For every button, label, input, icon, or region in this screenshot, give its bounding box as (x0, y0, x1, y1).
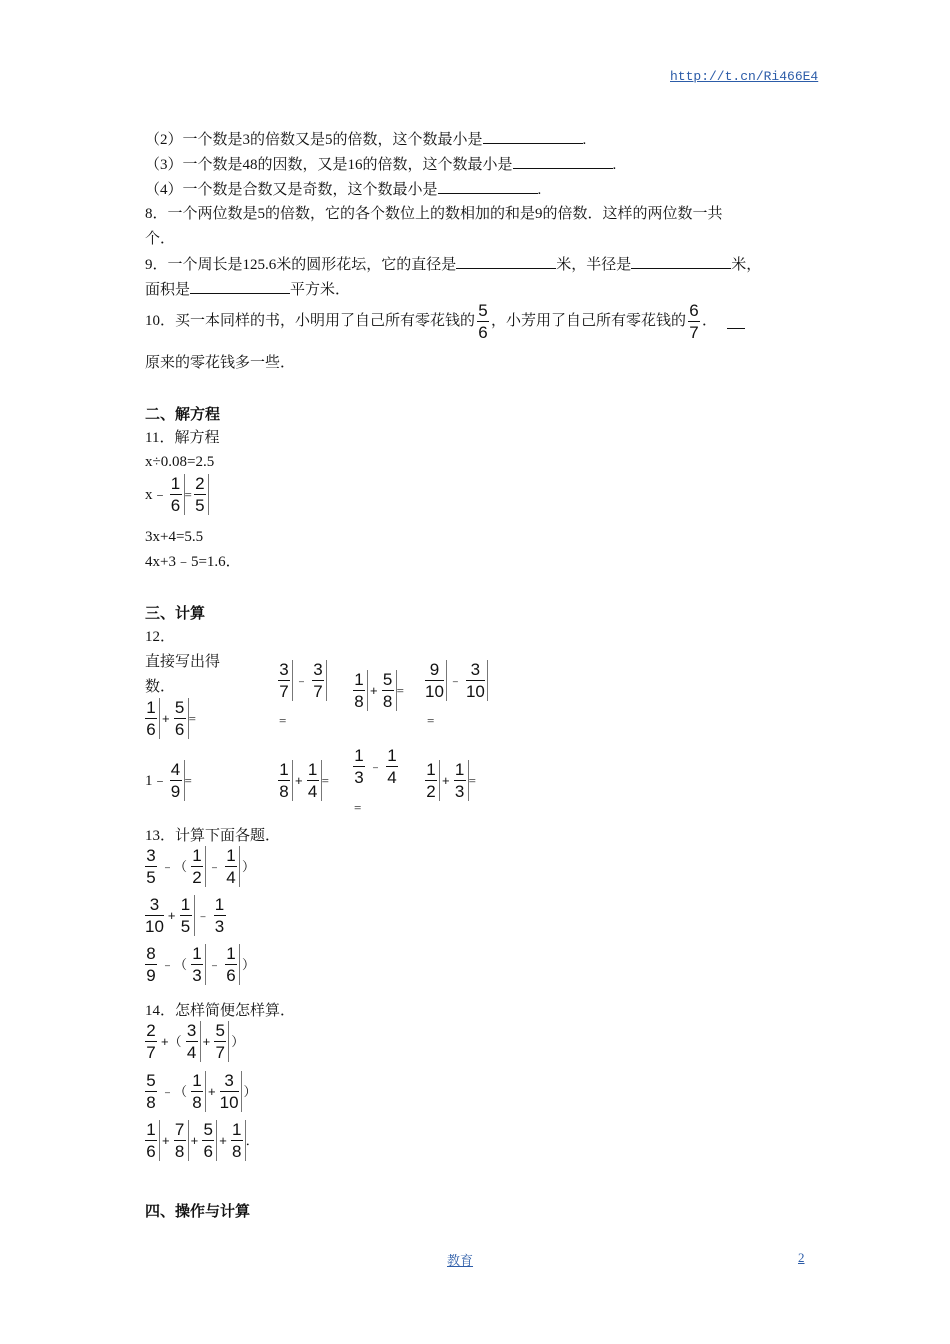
q10-text-a: 10．买一本同样的书，小明用了自己所有零花钱的 (145, 313, 476, 329)
q14-item-3 (143, 1120, 259, 1161)
numerator: 1 (354, 670, 364, 689)
operator: ﹣ (448, 672, 462, 688)
denominator: 3 (354, 768, 364, 787)
fraction (423, 660, 447, 701)
numerator: 3 (149, 895, 160, 914)
denominator: 6 (203, 1142, 213, 1161)
denominator: 6 (174, 720, 185, 739)
operator: +（ (161, 1033, 182, 1049)
answer-blank[interactable] (190, 279, 290, 294)
denominator: 4 (226, 868, 236, 887)
denominator: 10 (145, 917, 164, 936)
answer-blank[interactable] (631, 254, 731, 269)
numerator: 1 (454, 760, 465, 779)
operator: + (295, 772, 303, 788)
q7-4-tail: . (537, 182, 542, 198)
equals-sign: = (184, 772, 192, 788)
header-url-link[interactable]: http://t.cn/Ri466E4 (670, 69, 819, 84)
equals-sign: = (184, 486, 192, 502)
numerator: 1 (192, 1071, 202, 1090)
numerator: 1 (387, 746, 397, 765)
fraction (143, 1021, 159, 1062)
fraction (189, 1071, 206, 1112)
fraction (475, 301, 491, 342)
fraction (305, 760, 322, 801)
fraction (189, 944, 206, 985)
operator: ﹣ (196, 907, 210, 923)
denominator: 9 (170, 782, 181, 801)
numerator: 1 (170, 474, 181, 493)
closing-paren: ） (243, 1083, 257, 1099)
page-number[interactable]: 2 (798, 1250, 805, 1265)
denominator: 6 (146, 1142, 156, 1161)
numerator: 2 (195, 474, 205, 493)
q7-3-text: （3）一个数是48的因数，又是16的倍数，这个数最小是 (145, 157, 513, 173)
equals-sign: = (321, 772, 329, 788)
fraction (143, 944, 159, 985)
fraction (143, 1071, 159, 1112)
q7-2-text: （2）一个数是3的倍数又是5的倍数，这个数最小是 (145, 132, 483, 148)
calc-item-h (423, 760, 476, 801)
numerator: 5 (215, 1021, 225, 1040)
question-14-title: 14．怎样简便怎样算． (145, 1003, 296, 1019)
numerator: 3 (186, 1021, 197, 1040)
q9-text-b: 米，半径是 (556, 257, 632, 273)
numerator: 3 (313, 660, 323, 679)
denominator: 3 (192, 966, 202, 985)
denominator: 10 (425, 682, 444, 701)
fraction (143, 846, 159, 887)
fraction (452, 760, 469, 801)
q7-2-tail: . (582, 132, 587, 148)
equation-2 (145, 474, 209, 515)
denominator: 2 (426, 782, 436, 801)
fraction (200, 1120, 217, 1161)
fraction (686, 301, 702, 342)
numerator: 1 (226, 846, 236, 865)
q7-3-tail: . (612, 157, 617, 173)
denominator: 4 (307, 782, 318, 801)
denominator: 6 (226, 966, 236, 985)
operator: + (208, 1083, 216, 1099)
numerator: 6 (689, 300, 699, 320)
question-10-line1 (145, 298, 745, 344)
operator: + (219, 1132, 227, 1148)
question-8-line2: 个． (145, 231, 176, 247)
denominator: 8 (382, 692, 393, 711)
numerator: 5 (478, 300, 488, 320)
answer-blank[interactable] (513, 154, 613, 169)
numerator: 3 (224, 1071, 234, 1090)
equals-sign: = (396, 682, 404, 698)
numerator: 1 (279, 760, 289, 779)
denominator: 7 (146, 1043, 156, 1062)
fraction (223, 944, 240, 985)
equals-sign: = (279, 713, 287, 728)
footer-center-link[interactable]: 教育 (447, 1253, 474, 1268)
closing-paren: ） (231, 1033, 245, 1049)
denominator: 8 (192, 1093, 202, 1112)
denominator: 8 (279, 782, 289, 801)
question-7-2 (145, 129, 586, 150)
question-7-3 (145, 154, 616, 175)
numerator: 2 (146, 1021, 156, 1040)
operator: + (162, 710, 170, 726)
fraction (380, 670, 397, 711)
numerator: 1 (192, 944, 202, 963)
denominator: 3 (214, 917, 225, 936)
calc-item-g (351, 746, 400, 787)
question-12-title: 12． (145, 629, 176, 645)
question-7-4 (145, 179, 541, 200)
fraction (276, 760, 293, 801)
operator: ﹣（ (161, 1083, 188, 1099)
answer-blank[interactable] (483, 129, 583, 144)
end-period: ． (245, 1132, 259, 1148)
question-10-line2: 原来的零花钱多一些． (145, 355, 296, 371)
denominator: 7 (215, 1043, 225, 1062)
fraction (172, 1120, 189, 1161)
question-9-line2 (145, 279, 350, 300)
q9-text-e: 平方米． (290, 282, 351, 298)
denominator: 7 (313, 682, 323, 701)
calc-item-f (276, 760, 329, 801)
operator: + (167, 907, 176, 923)
q12-instruction-1: 直接写出得 (145, 654, 221, 670)
denominator: 8 (232, 1142, 242, 1161)
calc-item-a (143, 698, 196, 739)
numerator: 1 (426, 760, 436, 779)
denominator: 5 (195, 496, 205, 515)
closing-paren: ） (242, 956, 256, 972)
operator: + (442, 772, 450, 788)
denominator: 5 (180, 917, 191, 936)
operator: ﹣（ (161, 956, 188, 972)
numerator: 1 (192, 846, 202, 865)
eq2-prefix: x﹣ (145, 486, 168, 503)
numerator: 5 (203, 1120, 213, 1139)
calc-prefix: 1﹣ (145, 772, 168, 789)
numerator: 1 (180, 895, 191, 914)
fraction (464, 660, 488, 701)
question-9-line1 (145, 254, 761, 275)
numerator: 1 (307, 760, 318, 779)
equals-sign: = (468, 772, 476, 788)
calc-item-c (351, 670, 404, 711)
operator: + (202, 1033, 211, 1049)
fraction (192, 474, 209, 515)
q9-text-c: 米， (731, 257, 762, 273)
q9-text-a: 9．一个周长是125.6米的圆形花坛，它的直径是 (145, 257, 457, 273)
numerator: 1 (226, 944, 236, 963)
fraction (168, 474, 185, 515)
numerator: 5 (174, 698, 185, 717)
fraction (143, 1120, 160, 1161)
fraction (189, 846, 206, 887)
equals-sign: = (188, 710, 196, 726)
question-8-line1: 8．一个两位数是5的倍数，它的各个数位上的数相加的和是9的倍数．这样的两位数一共 (145, 206, 723, 222)
fraction (172, 698, 189, 739)
q14-item-1 (143, 1021, 246, 1062)
q13-item-2 (143, 895, 228, 936)
denominator: 7 (279, 682, 289, 701)
fraction (178, 895, 195, 936)
denominator: 3 (454, 782, 465, 801)
denominator: 10 (465, 682, 485, 701)
denominator: 5 (146, 868, 156, 887)
equals-sign: = (354, 800, 362, 815)
denominator: 4 (186, 1043, 197, 1062)
section-3-title: 三、计算 (145, 606, 206, 622)
fraction (143, 895, 166, 936)
denominator: 6 (146, 720, 156, 739)
numerator: 3 (146, 846, 156, 865)
fraction (223, 846, 240, 887)
calc-item-e (145, 760, 192, 801)
denominator: 8 (174, 1142, 185, 1161)
denominator: 6 (170, 496, 181, 515)
numerator: 1 (146, 1120, 156, 1139)
numerator: 7 (174, 1120, 185, 1139)
q10-text-b: ，小芳用了自己所有零花钱的 (491, 313, 687, 329)
numerator: 4 (170, 760, 181, 779)
q10-text-c: ． (702, 313, 718, 329)
q13-item-1 (143, 846, 257, 887)
numerator: 1 (214, 895, 225, 914)
calc-item-b (276, 660, 327, 701)
numerator: 1 (146, 698, 156, 717)
numerator: 3 (279, 660, 289, 679)
fraction (351, 746, 367, 787)
fraction (423, 760, 440, 801)
closing-paren: ） (242, 858, 256, 874)
answer-blank[interactable] (727, 314, 745, 329)
numerator: 5 (382, 670, 393, 689)
operator: ﹣ (369, 758, 383, 774)
q9-text-d: 面积是 (145, 282, 191, 298)
question-11-title: 11．解方程 (145, 430, 220, 446)
denominator: 8 (146, 1093, 156, 1112)
equals-sign: = (427, 713, 435, 728)
operator: ﹣ (295, 672, 309, 688)
operator: + (162, 1132, 170, 1148)
fraction (218, 1071, 242, 1112)
q14-item-2 (143, 1071, 259, 1112)
numerator: 5 (146, 1071, 156, 1090)
numerator: 9 (429, 660, 440, 679)
q12-instruction-2: 数． (145, 679, 176, 695)
fraction (212, 895, 228, 936)
operator: + (370, 682, 378, 698)
fraction (184, 1021, 201, 1062)
section-4-title: 四、操作与计算 (145, 1204, 251, 1220)
answer-blank[interactable] (438, 179, 538, 194)
fraction (229, 1120, 246, 1161)
section-2-title: 二、解方程 (145, 407, 221, 423)
fraction (384, 746, 400, 787)
denominator: 9 (146, 966, 156, 985)
equation-3: 3x+4=5.5 (145, 529, 204, 545)
calc-item-d (423, 660, 488, 701)
numerator: 1 (354, 746, 364, 765)
fraction (143, 698, 160, 739)
q7-4-text: （4）一个数是合数又是奇数，这个数最小是 (145, 182, 438, 198)
operator: ﹣ (208, 858, 222, 874)
denominator: 7 (689, 322, 699, 342)
operator: + (190, 1132, 199, 1148)
denominator: 8 (354, 692, 364, 711)
denominator: 4 (387, 768, 397, 787)
question-13-title: 13．计算下面各题． (145, 828, 281, 844)
answer-blank[interactable] (456, 254, 556, 269)
q13-item-3 (143, 944, 257, 985)
operator: ﹣（ (161, 858, 188, 874)
denominator: 6 (478, 322, 488, 342)
numerator: 8 (146, 944, 156, 963)
fraction (212, 1021, 229, 1062)
fraction (310, 660, 327, 701)
numerator: 1 (232, 1120, 242, 1139)
numerator: 3 (470, 660, 481, 679)
fraction (351, 670, 368, 711)
equation-1: x÷0.08=2.5 (145, 454, 215, 470)
denominator: 10 (219, 1093, 239, 1112)
denominator: 2 (192, 868, 202, 887)
fraction (168, 760, 185, 801)
fraction (276, 660, 293, 701)
operator: ﹣ (208, 956, 222, 972)
equation-4: 4x+3﹣5=1.6． (145, 554, 241, 570)
